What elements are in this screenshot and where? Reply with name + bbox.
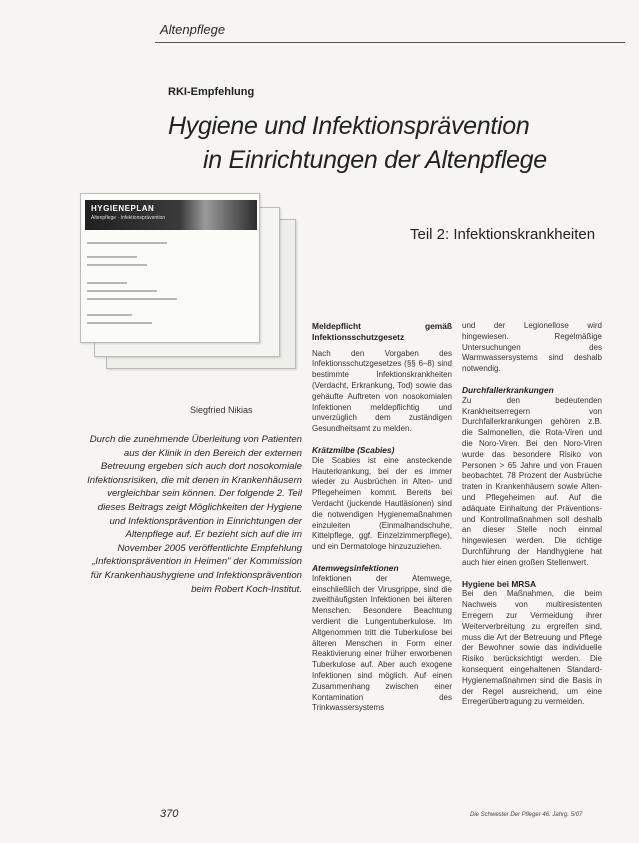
journal-reference: Die Schwester Der Pfleger 46. Jahrg. 5/07 (470, 812, 583, 818)
text-column-1 (312, 321, 452, 714)
heading-scabies: Krätzmilbe (Scabies) (312, 444, 395, 455)
booklet-illustration (80, 193, 300, 373)
booklet-line (87, 242, 167, 244)
booklet-title: HYGIENEPLAN (91, 204, 155, 213)
paragraph: und der Legionellose wird hingewiesen. Regelmäßige Untersuchungen des Warmwassersystems sind deshalb notwendig. (462, 321, 602, 374)
booklet-line (87, 264, 147, 266)
article-rubric: RKI-Empfehlung (168, 86, 255, 98)
article-title-line1: Hygiene und Infektionsprävention (168, 112, 530, 140)
paragraph: Zu den bedeutenden Krankheitserregern von Durchfallerkrankungen gehören z.B. die Salmonellen, die Rota-Viren und die Noro-Viren. Bei den Noro-Viren wurde das besondere Risiko von Personen > 65 Jahre und von Frauen beobachtet. 78 Prozent der Ausbrüche traten in Krankenhäusern sowie Alten- und Pflegeheimen auf. Auf die adäquate Einhaltung der Präventions- und Kontrollmaßnahmen soll deshalb an dieser Stelle noch einmal hingewiesen werden. Die richtige Durchführung der Handhygiene hat auch hier einen großen Stellenwert. (462, 395, 602, 567)
heading-durchfallerkrankungen: Durchfallerkrankungen (462, 384, 554, 395)
page-number: 370 (160, 808, 179, 820)
article-title-line2: in Einrichtungen der Altenpflege (203, 146, 547, 174)
booklet-line (87, 290, 157, 292)
article-subtitle: Teil 2: Infektionskrankheiten (410, 226, 596, 243)
paragraph: Infektionen der Atemwege, einschließlich der Virusgrippe, sind die zweithäufigsten Infektionen bei älteren Menschen. Besondere Beachtung verdient die Lungentuberkulose. Im Altgenommen tritt die Tuberkulose bei älteren Menschen in Form einer Reaktivierung einer früher erworbenen Tuberkulose auf. Aber auch exogene Infektionen sind möglich. Auf einen Zusammenhang zwischen einer Kontamination des Trinkwassersystems (312, 573, 452, 713)
booklet-line (87, 298, 177, 300)
booklet-subtitle: Altenpflege · Infektionsprävention (91, 215, 166, 221)
booklet-line (87, 282, 127, 284)
booklet-line (87, 314, 132, 316)
section-tag: Altenpflege (160, 22, 226, 37)
heading-meldepflicht: Meldepflicht gemäß Infektionsschutzgesetz (312, 321, 452, 342)
text-column-2 (462, 321, 602, 708)
article-lead: Durch die zunehmende Überleitung von Patienten aus der Klinik in den Bereich der externen Betreuung ergeben sich auch dort nosokomiale Infektionsrisiken, die mit denen in Krankenhäusern vergleichbar sein können. Der folgende 2. Teil dieses Beitrags zeigt Möglichkeiten der Hygiene und Infektionsprävention in Einrichtungen der Altenpflege auf. Er bezieht sich auf die im November 2005 veröffentlichte Empfehlung „Infektionsprävention in Heimen" der Kommission für Krankenhaushygiene und Infektionsprävention beim Robert Koch-Institut. (87, 434, 302, 595)
paragraph: Die Scabies ist eine ansteckende Hauterkrankung, bei der es immer wieder zu Ausbrüchen in Alten- und Pflegeheimen kommt. Bereits bei Verdacht (juckende Hautläsionen) sind die notwendigen Hygienemaßnahmen einzuleiten (Einmalhandschuhe, Kittelpflege, ggf. Einzelzimmerpflege), und ein Dermatologe hinzuzuziehen. (312, 455, 452, 552)
paragraph: Nach den Vorgaben des Infektionsschutzgesetzes (§§ 6–8) sind bestimmte Infektionskrankheiten (Verdacht, Erkrankung, Tod) sowie das gehäufte Auftreten von nosokomialen Infektionen meldepflichtig und unverzüglich dem zuständigen Gesundheitsamt zu melden. (312, 348, 452, 434)
paragraph: Bei den Maßnahmen, die beim Nachweis von multiresistenten Erregern zur Vermeidung ihrer Weiterverbreitung zu ergreifen sind, muss die Art der Betreuung und Pflege der Bewohner sowie das individuelle Risiko berücksichtigt werden. Die konsequent eingehaltenen Standard-Hygienemaßnahmen sind die Basis in der Regel ausreichend, um eine Erregerübertragung zu vermeiden. (462, 589, 602, 707)
booklet-page-front (80, 193, 260, 343)
booklet-header (85, 200, 257, 230)
heading-mrsa: Hygiene bei MRSA (462, 578, 536, 589)
booklet-line (87, 322, 152, 324)
header-rule (155, 42, 625, 43)
booklet-line (87, 256, 137, 258)
author-name: Siegfried Nikias (190, 405, 253, 415)
heading-atemwegsinfektionen: Atemwegsinfektionen (312, 562, 399, 573)
